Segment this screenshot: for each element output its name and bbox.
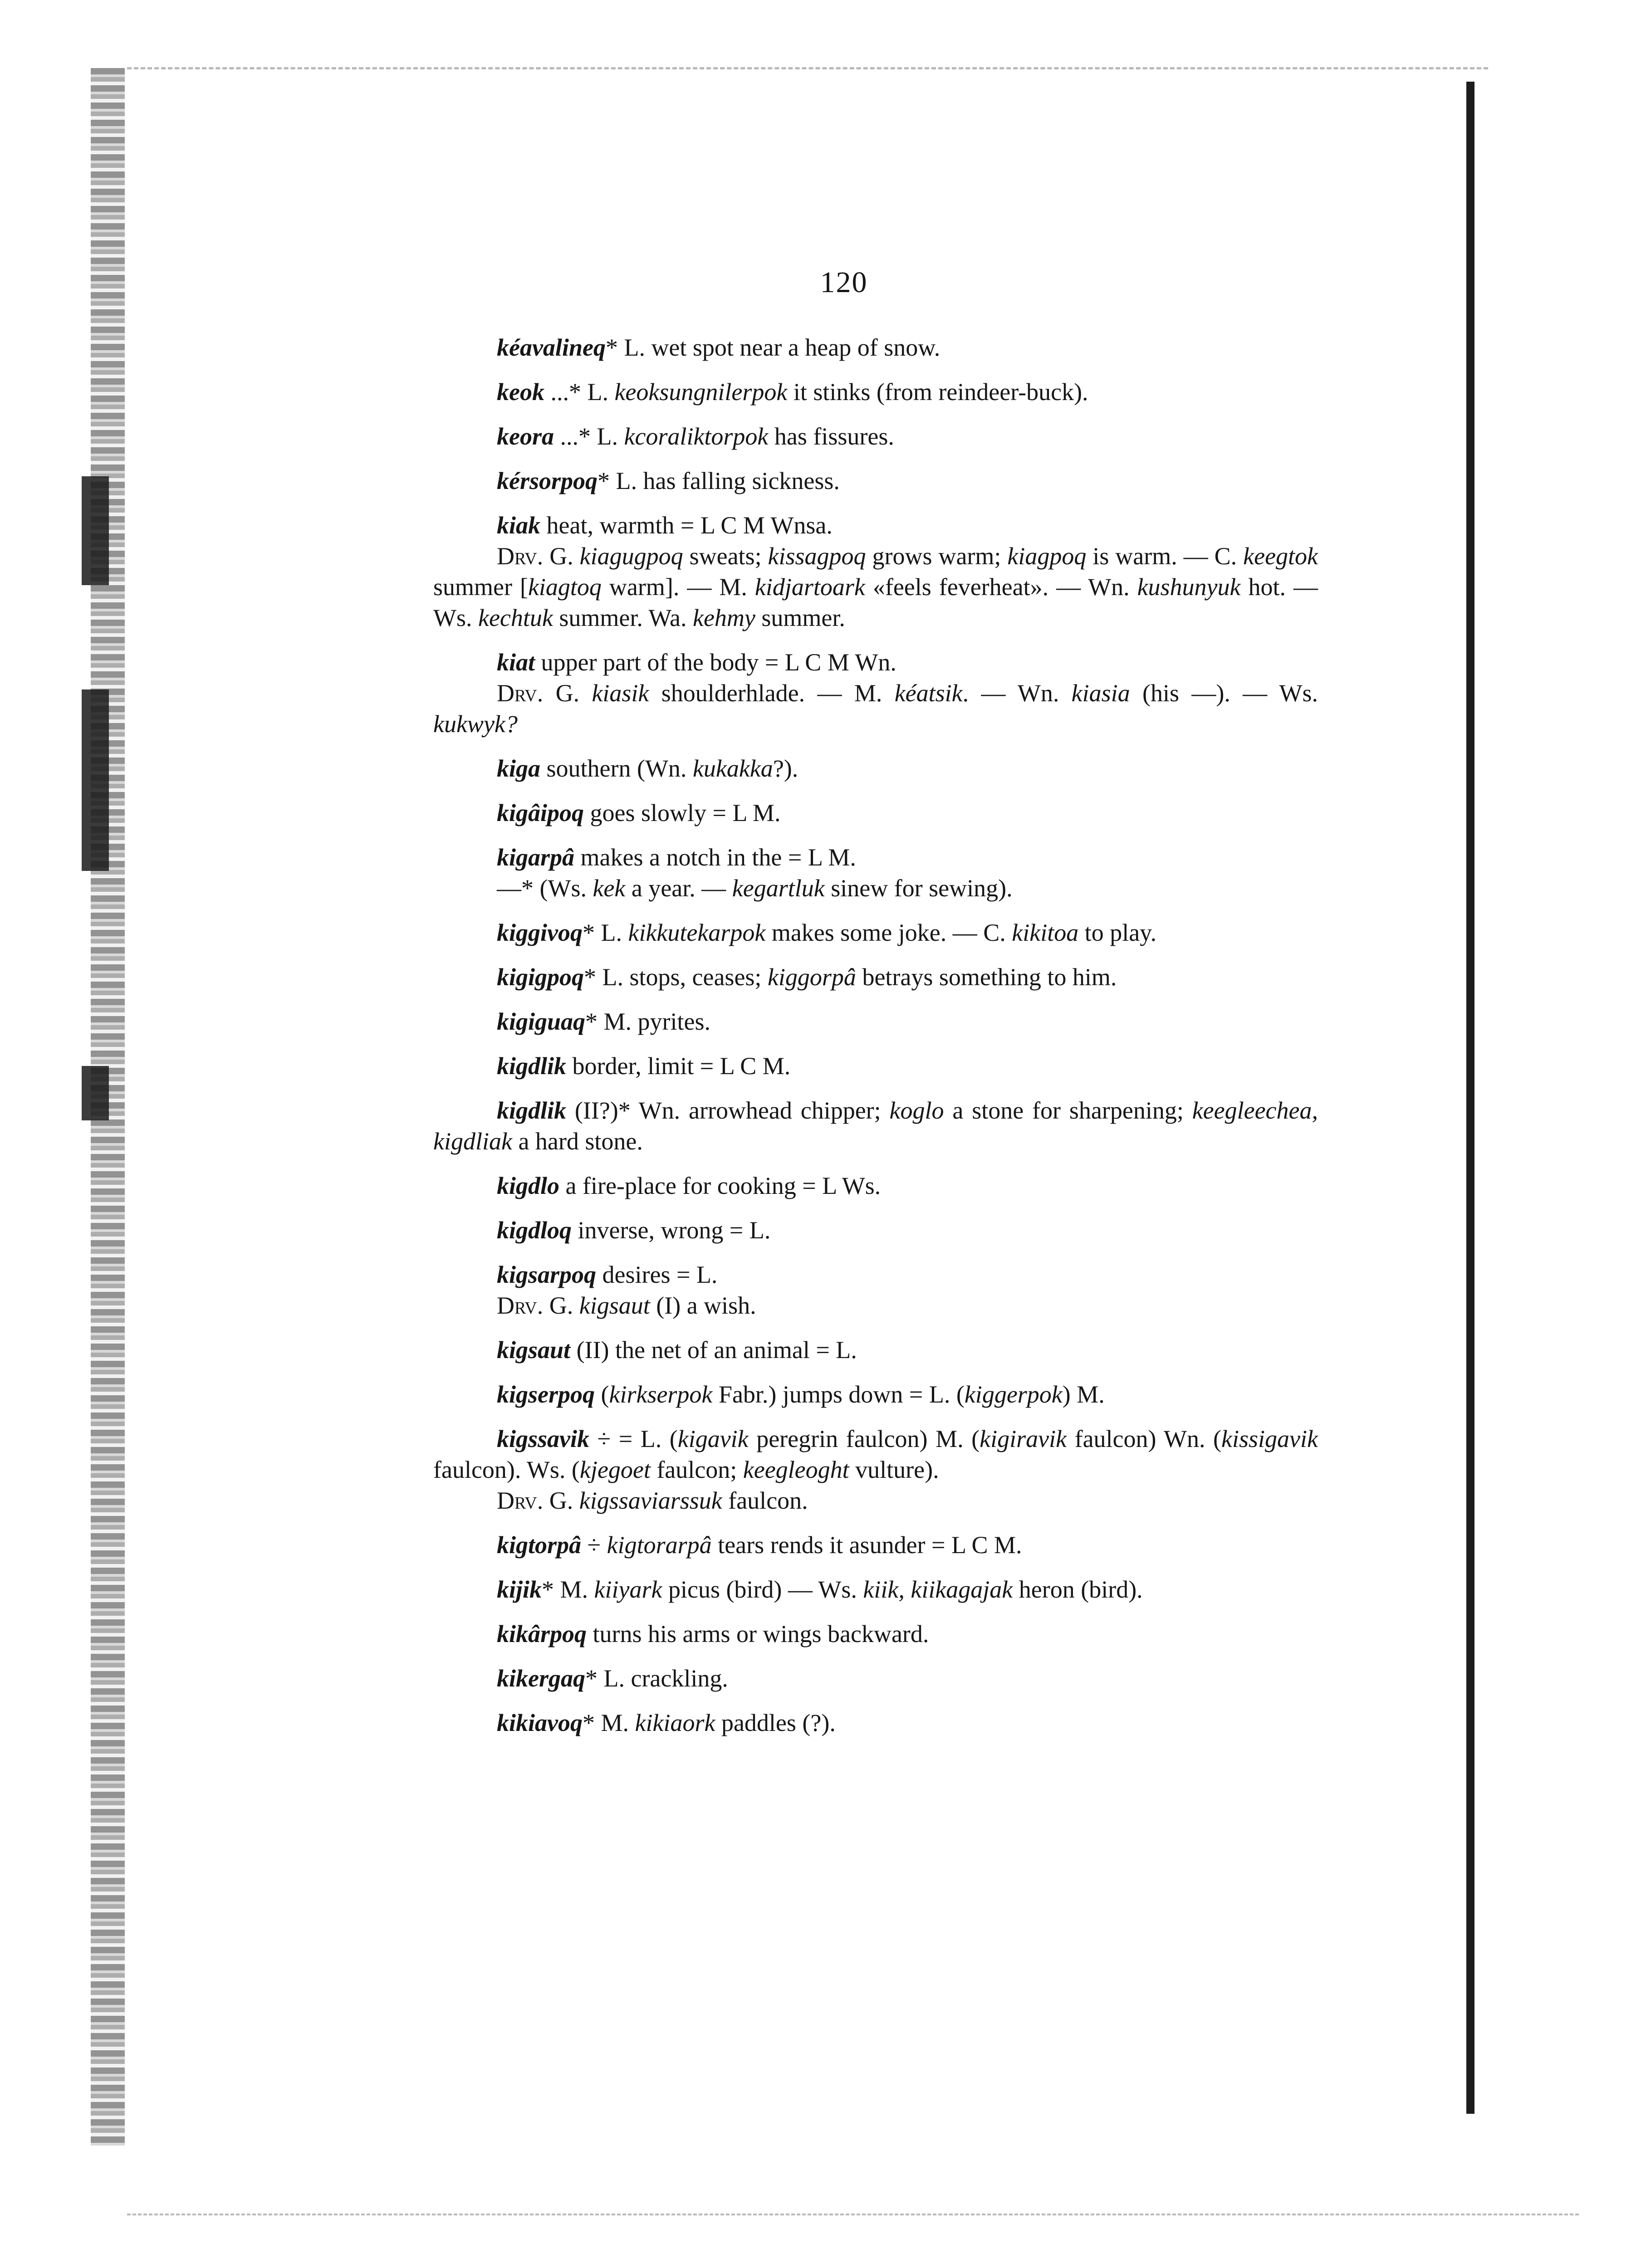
entry-text: * L. has falling sickness. xyxy=(598,467,840,494)
italic-form: kiagugpoq xyxy=(579,543,683,570)
italic-form: kehmy xyxy=(693,604,755,631)
entry-text: * L. stops, ceases; xyxy=(584,963,768,991)
entry-continuation xyxy=(433,541,1318,633)
italic-form: kcoraliktorpok xyxy=(624,423,769,450)
entry-text: paddles (?). xyxy=(715,1709,836,1736)
headword: kigssavik xyxy=(497,1425,590,1452)
dictionary-entry xyxy=(433,1051,1318,1081)
entry-text: ...* L. xyxy=(544,378,615,406)
italic-form: kigsaut xyxy=(579,1292,650,1319)
derivation-label: Drv. xyxy=(497,543,544,570)
italic-form: kéatsik xyxy=(894,679,963,707)
headword: kigserpoq xyxy=(497,1381,595,1408)
entry-text: peregrin faulcon) M. ( xyxy=(748,1425,980,1452)
entry-text: ...* L. xyxy=(554,423,624,450)
headword: kigdloq xyxy=(497,1217,572,1244)
dictionary-entry xyxy=(433,421,1318,452)
italic-form: kiik, kiikagajak xyxy=(863,1576,1013,1603)
headword: kigdlik xyxy=(497,1097,567,1124)
dictionary-entry xyxy=(433,510,1318,541)
entry-text: heat, warmth = L C M Wnsa. xyxy=(540,512,833,539)
dictionary-entry xyxy=(433,797,1318,828)
entry-text: warm]. — M. xyxy=(601,573,755,601)
headword: kiga xyxy=(497,755,541,782)
italic-form: kukwyk? xyxy=(433,710,518,738)
binding-edge-mark xyxy=(82,476,109,585)
entry-text: has fissures. xyxy=(768,423,894,450)
italic-form: kigssaviarssuk xyxy=(579,1487,722,1514)
entry-text: a hard stone. xyxy=(512,1128,643,1155)
dictionary-entry xyxy=(433,1006,1318,1037)
headword: kigâipoq xyxy=(497,799,584,826)
entry-text: ÷ = L. ( xyxy=(589,1425,678,1452)
italic-form: kushunyuk xyxy=(1137,573,1241,601)
entry-text: G. xyxy=(543,1292,579,1319)
italic-form: kek xyxy=(593,875,626,902)
entry-text: upper part of the body = L C M Wn. xyxy=(535,649,896,676)
entry-text: hot. — Ws. xyxy=(433,573,1318,631)
dictionary-entry xyxy=(433,1215,1318,1246)
entry-text: summer. Wa. xyxy=(553,604,693,631)
italic-form: kigavik xyxy=(677,1425,749,1452)
headword: kijik xyxy=(497,1576,542,1603)
headword: kigigpoq xyxy=(497,963,584,991)
entry-text: a stone for sharpening; xyxy=(944,1097,1192,1124)
entry-continuation xyxy=(433,678,1318,739)
headword: kéavalineq xyxy=(497,334,606,361)
right-page-edge xyxy=(1466,82,1474,2114)
dictionary-entry xyxy=(433,1334,1318,1365)
entry-text: makes some joke. — C. xyxy=(765,919,1012,946)
entry-text: a year. — xyxy=(625,875,732,902)
entry-text: faulcon). Ws. ( xyxy=(433,1456,580,1483)
dictionary-entry xyxy=(433,962,1318,992)
derivation-label: Drv. xyxy=(497,1487,544,1514)
headword: kigtorpâ xyxy=(497,1531,582,1559)
headword: kérsorpoq xyxy=(497,467,598,494)
derivation-label: Drv. xyxy=(497,679,544,707)
entry-text: shoulderhlade. — M. xyxy=(649,679,895,707)
entry-text: grows warm; xyxy=(866,543,1008,570)
entry-text: (II) the net of an animal = L. xyxy=(570,1336,857,1364)
entry-text: betrays something to him. xyxy=(856,963,1117,991)
dictionary-entry xyxy=(433,1095,1318,1157)
dictionary-entry xyxy=(433,1379,1318,1410)
italic-form: kikkutekarpok xyxy=(628,919,766,946)
italic-form: keegleoght xyxy=(743,1456,849,1483)
binding-edge-mark xyxy=(82,1066,109,1120)
entry-text: a fire-place for cooking = L Ws. xyxy=(559,1172,881,1199)
entry-continuation xyxy=(433,1485,1318,1516)
entry-text: (I) a wish. xyxy=(650,1292,756,1319)
headword: keora xyxy=(497,423,554,450)
entry-text: desires = L. xyxy=(596,1261,718,1288)
italic-form: kikitoa xyxy=(1012,919,1079,946)
headword: kiat xyxy=(497,649,535,676)
binding-edge-mark xyxy=(82,689,109,871)
entry-text: goes slowly = L M. xyxy=(584,799,781,826)
dictionary-entry xyxy=(433,1618,1318,1649)
entry-text: faulcon; xyxy=(650,1456,743,1483)
italic-form: kirkserpok xyxy=(609,1381,713,1408)
dictionary-entry xyxy=(433,647,1318,678)
italic-form: keoksungnilerpok xyxy=(614,378,788,406)
entry-text: ÷ xyxy=(581,1531,607,1559)
entry-text: inverse, wrong = L. xyxy=(572,1217,771,1244)
entry-text: makes a notch in the = L M. xyxy=(574,844,856,871)
headword: kigiguaq xyxy=(497,1008,586,1035)
entry-text: —* (Ws. xyxy=(497,875,593,902)
entry-text: ) M. xyxy=(1062,1381,1105,1408)
headword: kiggivoq xyxy=(497,919,583,946)
italic-form: kiagtoq xyxy=(528,573,602,601)
entry-text: faulcon. xyxy=(722,1487,808,1514)
entry-text: * M. xyxy=(582,1709,635,1736)
italic-form: kiggerpok xyxy=(964,1381,1063,1408)
dictionary-entry xyxy=(433,1423,1318,1485)
entry-text: ?). xyxy=(773,755,798,782)
entry-text: * L. xyxy=(582,919,628,946)
italic-form: kiasia xyxy=(1071,679,1130,707)
headword: kiak xyxy=(497,512,541,539)
entry-text: G. xyxy=(543,1487,579,1514)
dictionary-entry xyxy=(433,753,1318,784)
entry-text: summer [ xyxy=(433,573,528,601)
entry-text: * M. pyrites. xyxy=(585,1008,711,1035)
italic-form: koglo xyxy=(889,1097,944,1124)
italic-form: kikiaork xyxy=(635,1709,715,1736)
italic-form: kiiyark xyxy=(594,1576,662,1603)
entry-text: G. xyxy=(543,543,580,570)
entry-continuation xyxy=(433,1290,1318,1321)
entry-text: summer. xyxy=(755,604,845,631)
top-page-edge xyxy=(127,67,1488,69)
italic-form: kissagpoq xyxy=(768,543,866,570)
headword: kikiavoq xyxy=(497,1709,583,1736)
headword: kigsarpoq xyxy=(497,1261,597,1288)
derivation-label: Drv. xyxy=(497,1292,544,1319)
entry-text: ( xyxy=(595,1381,609,1408)
entry-text: faulcon) Wn. ( xyxy=(1067,1425,1222,1452)
headword: kigarpâ xyxy=(497,844,575,871)
bottom-page-edge xyxy=(127,2214,1579,2215)
entry-text: (his —). — Ws. xyxy=(1130,679,1318,707)
italic-form: kiasik xyxy=(592,679,649,707)
entry-text: is warm. — C. xyxy=(1086,543,1244,570)
italic-form: kegartluk xyxy=(732,875,825,902)
entry-text: vulture). xyxy=(849,1456,939,1483)
italic-form: kigtorarpâ xyxy=(607,1531,712,1559)
entry-text: turns his arms or wings backward. xyxy=(587,1620,929,1647)
italic-form: kjegoet xyxy=(579,1456,651,1483)
entry-text: southern (Wn. xyxy=(540,755,693,782)
entry-text: sweats; xyxy=(683,543,768,570)
entry-text: * M. xyxy=(542,1576,594,1603)
dictionary-entry xyxy=(433,842,1318,873)
entry-text: it stinks (from reindeer-buck). xyxy=(787,378,1088,406)
dictionary-entry xyxy=(433,1170,1318,1201)
entry-text: (II?)* Wn. arrowhead chipper; xyxy=(566,1097,890,1124)
entry-text: . — Wn. xyxy=(962,679,1072,707)
italic-form: keegleechea, kigdliak xyxy=(433,1097,1318,1155)
entry-text: border, limit = L C M. xyxy=(566,1052,791,1080)
entry-text: Fabr.) jumps down = L. ( xyxy=(712,1381,965,1408)
italic-form: kigiravik xyxy=(980,1425,1067,1452)
italic-form: kechtuk xyxy=(478,604,553,631)
page-number: 120 xyxy=(820,266,868,299)
entry-text: sinew for sewing). xyxy=(824,875,1013,902)
dictionary-entry xyxy=(433,1259,1318,1290)
entry-text: «feels feverheat». — Wn. xyxy=(865,573,1137,601)
dictionary-entry xyxy=(433,465,1318,496)
entry-text: * L. wet spot near a heap of snow. xyxy=(605,334,941,361)
italic-form: kiggorpâ xyxy=(767,963,856,991)
dictionary-entry xyxy=(433,1530,1318,1560)
dictionary-entry xyxy=(433,1574,1318,1605)
dictionary-entry xyxy=(433,1663,1318,1694)
dictionary-entry xyxy=(433,917,1318,948)
dictionary-entries xyxy=(433,332,1318,1752)
headword: kigdlo xyxy=(497,1172,560,1199)
italic-form: keegtok xyxy=(1243,543,1318,570)
headword: kigdlik xyxy=(497,1052,567,1080)
headword: kikârpoq xyxy=(497,1620,587,1647)
entry-text: * L. crackling. xyxy=(585,1665,728,1692)
headword: keok xyxy=(497,378,544,406)
entry-text: to play. xyxy=(1078,919,1157,946)
italic-form: kukakka xyxy=(692,755,773,782)
headword: kikergaq xyxy=(497,1665,585,1692)
headword: kigsaut xyxy=(497,1336,571,1364)
entry-text: G. xyxy=(543,679,592,707)
italic-form: kidjartoark xyxy=(754,573,865,601)
entry-text: heron (bird). xyxy=(1013,1576,1143,1603)
italic-form: kiagpoq xyxy=(1007,543,1087,570)
dictionary-entry xyxy=(433,1707,1318,1738)
entry-continuation xyxy=(433,873,1318,904)
italic-form: kissigavik xyxy=(1221,1425,1318,1452)
dictionary-entry xyxy=(433,376,1318,407)
dictionary-entry xyxy=(433,332,1318,363)
entry-text: tears rends it asunder = L C M. xyxy=(711,1531,1022,1559)
entry-text: picus (bird) — Ws. xyxy=(662,1576,863,1603)
